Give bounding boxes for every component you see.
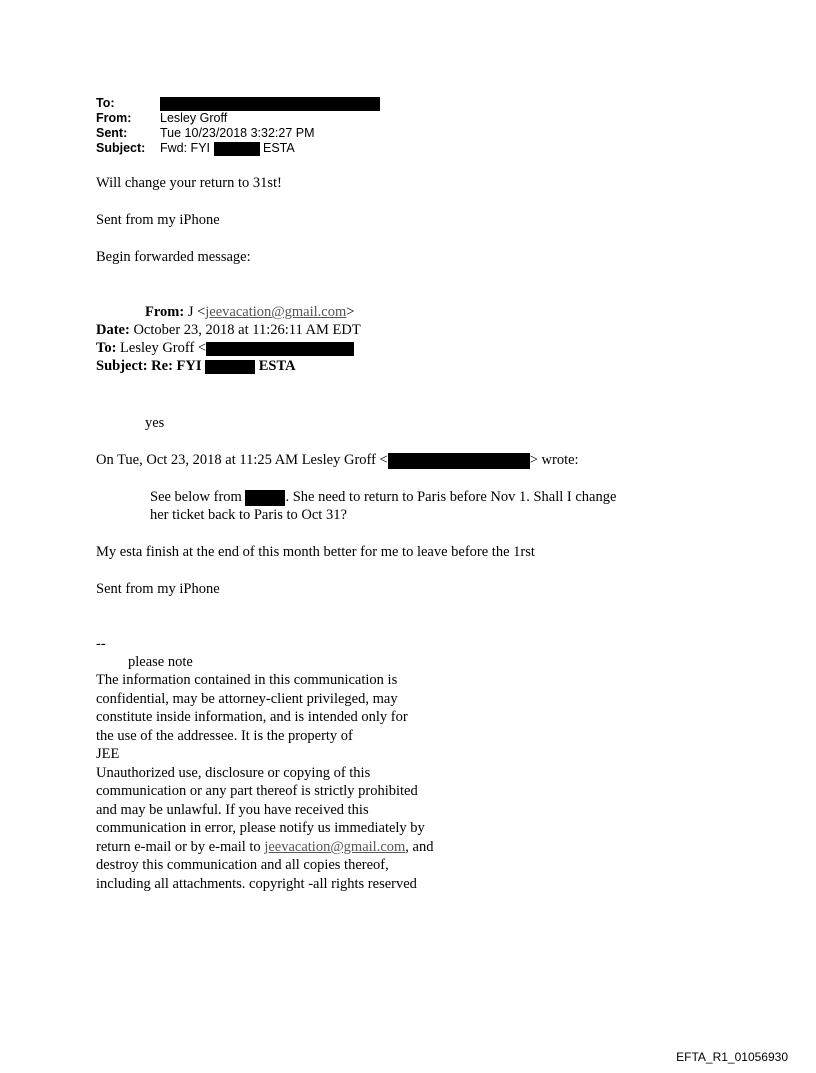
disclaimer-line: constitute inside information, and is intended only for [96, 709, 408, 725]
wrote-suffix: > wrote: [529, 452, 579, 468]
redacted-quote-name [245, 490, 285, 506]
fwd-date-value: October 23, 2018 at 11:26:11 AM EDT [133, 322, 361, 338]
quoted-line-2: her ticket back to Paris to Oct 31? [150, 507, 347, 523]
disclaimer-line: including all attachments. copyright -all rights reserved [96, 875, 417, 892]
subject-suffix: ESTA [262, 141, 295, 155]
disclaimer-line: destroy this communication and all copies thereof, [96, 857, 389, 873]
to-label: To: [96, 96, 115, 110]
subject-prefix: Fwd: FYI [160, 141, 211, 155]
fwd-subject-suffix: ESTA [258, 358, 296, 374]
to-row [96, 96, 380, 111]
reply-yes: yes [145, 415, 165, 431]
disclaimer-line: the use of the addressee. It is the property of [96, 727, 353, 744]
fwd-date-label: Date: [96, 322, 130, 338]
fwd-to-value: Lesley Groff < [120, 340, 207, 356]
document-id: EFTA_R1_01056930 [676, 1050, 788, 1064]
sent-from-iphone-1: Sent from my iPhone [96, 212, 220, 228]
fwd-date-row [96, 321, 361, 340]
email-line-prefix: return e-mail or by e-mail to [96, 838, 265, 855]
fwd-from-row [145, 303, 354, 322]
sent-label: Sent: [96, 126, 128, 140]
wrote-line [96, 451, 579, 470]
sent-from-iphone-2: Sent from my iPhone [96, 581, 220, 597]
redacted-wrote-email [388, 453, 530, 469]
disclaimer-line: communication or any part thereof is strictly prohibited [96, 783, 418, 799]
from-label: From: [96, 111, 132, 125]
fwd-subject-label: Subject: Re: FYI [96, 358, 202, 374]
fwd-to-row [96, 339, 354, 358]
begin-forwarded: Begin forwarded message: [96, 249, 251, 265]
fwd-to-label: To: [96, 340, 117, 356]
disclaimer-line: JEE [96, 746, 120, 762]
please-note: please note [128, 654, 193, 670]
fwd-from-label: From: [145, 304, 185, 320]
subject-label: Subject: [96, 141, 146, 155]
sent-value: Tue 10/23/2018 3:32:27 PM [160, 126, 315, 140]
redacted-subject [214, 142, 260, 156]
fwd-from-email-link[interactable]: jeevacation@gmail.com [205, 304, 347, 320]
disclaimer-line: communication in error, please notify us immediately by [96, 820, 425, 836]
email-line-suffix: , and [405, 838, 434, 855]
quote-prefix: See below from [150, 489, 242, 505]
from-row [96, 111, 380, 126]
redacted-fwd-subject [205, 360, 255, 374]
wrote-prefix: On Tue, Oct 23, 2018 at 11:25 AM Lesley Groff < [96, 452, 388, 468]
sent-row [96, 126, 380, 141]
email-header [96, 96, 380, 156]
redacted-to [160, 97, 380, 111]
disclaimer-block [96, 671, 433, 893]
fwd-from-close: > [346, 304, 355, 320]
fwd-from-name: J < [187, 304, 206, 320]
redacted-fwd-to [206, 342, 354, 356]
disclaimer-line: and may be unlawful. If you have received this [96, 801, 369, 818]
disclaimer-line: confidential, may be attorney-client privileged, may [96, 690, 398, 707]
fwd-subject-row [96, 357, 296, 376]
quoted-line-1 [150, 488, 616, 507]
from-value: Lesley Groff [160, 111, 228, 125]
subject-row [96, 141, 380, 156]
disclaimer-line: Unauthorized use, disclosure or copying of this [96, 764, 371, 781]
esta-line: My esta finish at the end of this month better for me to leave before the 1rst [96, 544, 535, 560]
signature-dashes: -- [96, 636, 106, 652]
disclaimer-line: The information contained in this communication is [96, 672, 398, 688]
quote-rest: . She need to return to Paris before Nov 1. Shall I change [285, 489, 617, 505]
disclaimer-email-link[interactable]: jeevacation@gmail.com [264, 838, 406, 855]
disclaimer-email-line [96, 838, 433, 857]
body-line-1: Will change your return to 31st! [96, 175, 282, 191]
